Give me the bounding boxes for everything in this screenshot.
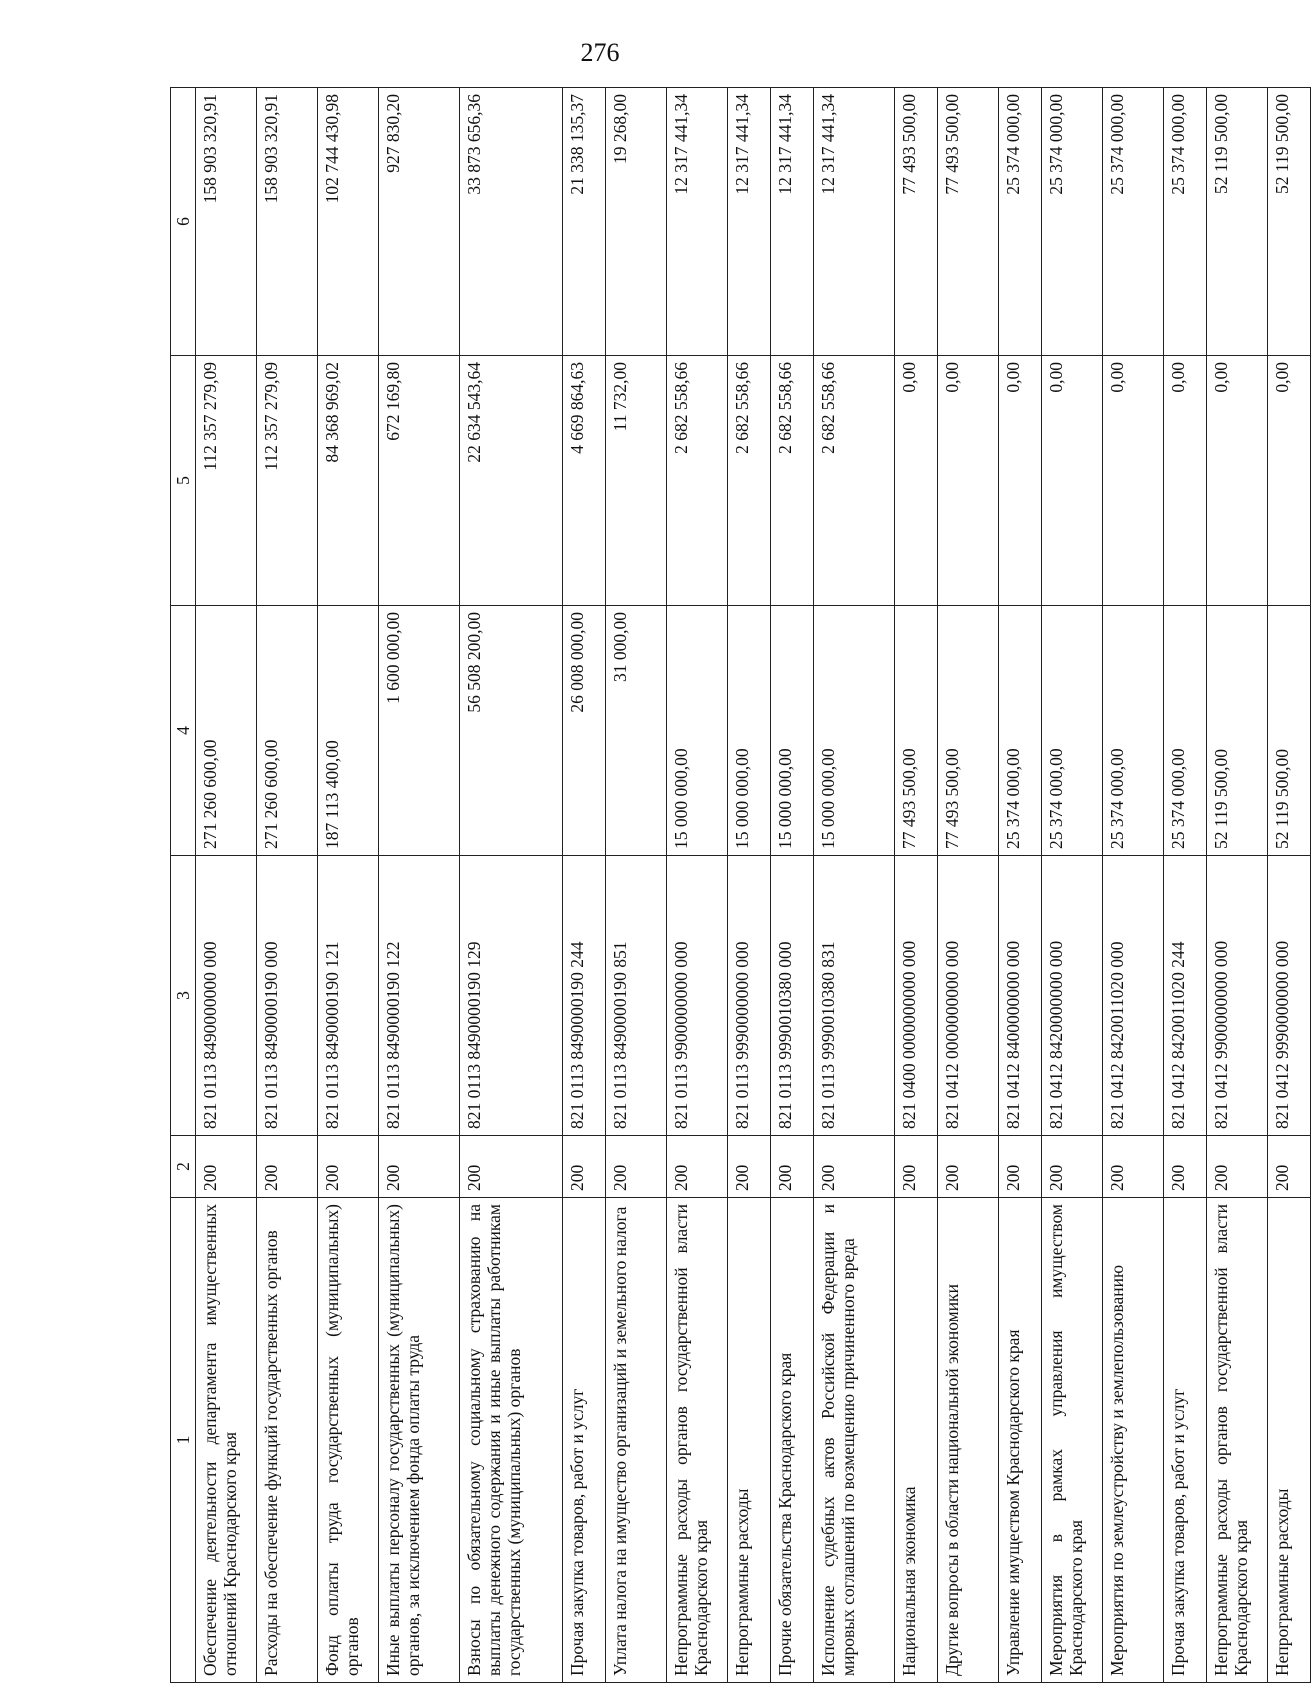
header-cell-4: 4 [171, 606, 196, 856]
row-classification-cell: 821 0412 8420011020 244 [1164, 856, 1207, 1136]
row-executed-cell: 112 357 279,09 [257, 356, 318, 606]
row-planned-cell: 77 493 500,00 [938, 606, 999, 856]
row-remaining-cell: 12 317 441,34 [667, 88, 728, 356]
row-name-cell: Управление имуществом Краснодарского края [999, 1198, 1042, 1683]
row-classification-cell: 821 0113 8490000190 000 [257, 856, 318, 1136]
row-executed-cell: 2 682 558,66 [771, 356, 814, 606]
row-planned-cell: 15 000 000,00 [667, 606, 728, 856]
row-classification-cell: 821 0412 8420000000 000 [1042, 856, 1103, 1136]
row-name-cell: Мероприятия в рамках управления имуществом Краснодарского края [1042, 1198, 1103, 1683]
row-planned-cell: 25 374 000,00 [1042, 606, 1103, 856]
rotated-table-container [170, 88, 1292, 1683]
row-classification-cell: 821 0113 9990010380 000 [771, 856, 814, 1136]
table-row [1103, 88, 1164, 1683]
row-name-cell: Расходы на обеспечение функций государственных органов [257, 1198, 318, 1683]
table-row [563, 88, 606, 1683]
table-row [771, 88, 814, 1683]
row-name-cell: Непрограммные расходы органов государственной власти Краснодарского края [1207, 1198, 1268, 1683]
header-cell-1: 1 [171, 1198, 196, 1683]
header-cell-2: 2 [171, 1136, 196, 1198]
table-row [1268, 88, 1311, 1683]
row-code-cell: 200 [938, 1136, 999, 1198]
row-code-cell: 200 [895, 1136, 938, 1198]
row-name-cell: Прочая закупка товаров, работ и услуг [1164, 1198, 1207, 1683]
row-code-cell: 200 [460, 1136, 563, 1198]
row-classification-cell: 821 0113 8490000190 851 [606, 856, 667, 1136]
row-name-cell: Обеспечение деятельности департамента имущественных отношений Краснодарского края [196, 1198, 257, 1683]
row-planned-cell: 187 113 400,00 [318, 606, 379, 856]
row-code-cell: 200 [606, 1136, 667, 1198]
row-remaining-cell: 52 119 500,00 [1207, 88, 1268, 356]
row-executed-cell: 22 634 543,64 [460, 356, 563, 606]
row-code-cell: 200 [999, 1136, 1042, 1198]
row-remaining-cell: 19 268,00 [606, 88, 667, 356]
row-code-cell: 200 [196, 1136, 257, 1198]
row-remaining-cell: 77 493 500,00 [938, 88, 999, 356]
row-remaining-cell: 21 338 135,37 [563, 88, 606, 356]
table-row [1042, 88, 1103, 1683]
row-name-cell: Непрограммные расходы органов государственной власти Краснодарского края [667, 1198, 728, 1683]
row-executed-cell: 0,00 [1268, 356, 1311, 606]
row-classification-cell: 821 0113 8490000190 121 [318, 856, 379, 1136]
row-name-cell: Прочая закупка товаров, работ и услуг [563, 1198, 606, 1683]
row-code-cell: 200 [257, 1136, 318, 1198]
row-remaining-cell: 12 317 441,34 [771, 88, 814, 356]
row-name-cell: Уплата налога на имущество организаций и земельного налога [606, 1198, 667, 1683]
row-planned-cell: 271 260 600,00 [196, 606, 257, 856]
row-executed-cell: 112 357 279,09 [196, 356, 257, 606]
row-remaining-cell: 158 903 320,91 [257, 88, 318, 356]
table-row [938, 88, 999, 1683]
row-executed-cell: 0,00 [895, 356, 938, 606]
header-cell-6: 6 [171, 88, 196, 356]
row-executed-cell: 0,00 [999, 356, 1042, 606]
row-planned-cell: 52 119 500,00 [1207, 606, 1268, 856]
table-row [999, 88, 1042, 1683]
row-executed-cell: 0,00 [938, 356, 999, 606]
row-planned-cell: 25 374 000,00 [1164, 606, 1207, 856]
table-row [1164, 88, 1207, 1683]
row-planned-cell: 56 508 200,00 [460, 606, 563, 856]
table-row [460, 88, 563, 1683]
row-name-cell: Исполнение судебных актов Российской Федерации и мировых соглашений по возмещению причиненного вреда [814, 1198, 895, 1683]
table-row [379, 88, 460, 1683]
row-code-cell: 200 [1268, 1136, 1311, 1198]
table-row [728, 88, 771, 1683]
table-row [814, 88, 895, 1683]
row-planned-cell: 271 260 600,00 [257, 606, 318, 856]
row-code-cell: 200 [1042, 1136, 1103, 1198]
row-code-cell: 200 [1164, 1136, 1207, 1198]
row-code-cell: 200 [728, 1136, 771, 1198]
row-executed-cell: 2 682 558,66 [728, 356, 771, 606]
row-remaining-cell: 102 744 430,98 [318, 88, 379, 356]
row-executed-cell: 2 682 558,66 [814, 356, 895, 606]
row-planned-cell: 26 008 000,00 [563, 606, 606, 856]
row-name-cell: Мероприятия по землеустройству и землепользованию [1103, 1198, 1164, 1683]
row-executed-cell: 2 682 558,66 [667, 356, 728, 606]
header-row [171, 88, 196, 1683]
row-name-cell: Национальная экономика [895, 1198, 938, 1683]
row-remaining-cell: 77 493 500,00 [895, 88, 938, 356]
row-name-cell: Взносы по обязательному социальному страхованию на выплаты денежного содержания и иные выплаты работникам государственных (муниципальных) органов [460, 1198, 563, 1683]
row-planned-cell: 15 000 000,00 [728, 606, 771, 856]
table-row [667, 88, 728, 1683]
row-remaining-cell: 158 903 320,91 [196, 88, 257, 356]
row-remaining-cell: 12 317 441,34 [728, 88, 771, 356]
row-executed-cell: 11 732,00 [606, 356, 667, 606]
row-code-cell: 200 [814, 1136, 895, 1198]
table-row [257, 88, 318, 1683]
row-classification-cell: 821 0412 9900000000 000 [1207, 856, 1268, 1136]
row-executed-cell: 4 669 864,63 [563, 356, 606, 606]
table-row [895, 88, 938, 1683]
row-classification-cell: 821 0412 8400000000 000 [999, 856, 1042, 1136]
row-remaining-cell: 52 119 500,00 [1268, 88, 1311, 356]
row-classification-cell: 821 0400 0000000000 000 [895, 856, 938, 1136]
row-planned-cell: 77 493 500,00 [895, 606, 938, 856]
row-classification-cell: 821 0113 8490000000 000 [196, 856, 257, 1136]
header-cell-3: 3 [171, 856, 196, 1136]
row-executed-cell: 672 169,80 [379, 356, 460, 606]
row-executed-cell: 0,00 [1207, 356, 1268, 606]
row-name-cell: Непрограммные расходы [728, 1198, 771, 1683]
row-remaining-cell: 25 374 000,00 [1164, 88, 1207, 356]
row-planned-cell: 52 119 500,00 [1268, 606, 1311, 856]
row-name-cell: Непрограммные расходы [1268, 1198, 1311, 1683]
header-cell-5: 5 [171, 356, 196, 606]
row-code-cell: 200 [563, 1136, 606, 1198]
row-planned-cell: 31 000,00 [606, 606, 667, 856]
row-executed-cell: 0,00 [1103, 356, 1164, 606]
row-classification-cell: 821 0113 9990010380 831 [814, 856, 895, 1136]
row-remaining-cell: 12 317 441,34 [814, 88, 895, 356]
row-classification-cell: 821 0412 0000000000 000 [938, 856, 999, 1136]
table-row [318, 88, 379, 1683]
row-code-cell: 200 [1103, 1136, 1164, 1198]
row-classification-cell: 821 0412 9990000000 000 [1268, 856, 1311, 1136]
row-planned-cell: 15 000 000,00 [814, 606, 895, 856]
row-code-cell: 200 [771, 1136, 814, 1198]
row-remaining-cell: 33 873 656,36 [460, 88, 563, 356]
row-remaining-cell: 25 374 000,00 [999, 88, 1042, 356]
budget-table [170, 87, 1311, 1683]
row-executed-cell: 0,00 [1164, 356, 1207, 606]
row-code-cell: 200 [667, 1136, 728, 1198]
row-remaining-cell: 25 374 000,00 [1103, 88, 1164, 356]
row-classification-cell: 821 0412 8420011020 000 [1103, 856, 1164, 1136]
page-number: 276 [580, 38, 620, 67]
row-executed-cell: 84 368 969,02 [318, 356, 379, 606]
row-classification-cell: 821 0113 8490000190 244 [563, 856, 606, 1136]
row-name-cell: Иные выплаты персоналу государственных (муниципальных) органов, за исключением фонда оплаты труда [379, 1198, 460, 1683]
row-code-cell: 200 [318, 1136, 379, 1198]
row-code-cell: 200 [1207, 1136, 1268, 1198]
row-executed-cell: 0,00 [1042, 356, 1103, 606]
row-remaining-cell: 25 374 000,00 [1042, 88, 1103, 356]
row-classification-cell: 821 0113 9900000000 000 [667, 856, 728, 1136]
row-planned-cell: 25 374 000,00 [999, 606, 1042, 856]
row-name-cell: Фонд оплаты труда государственных (муниципальных) органов [318, 1198, 379, 1683]
row-remaining-cell: 927 830,20 [379, 88, 460, 356]
table-row [196, 88, 257, 1683]
table-row [606, 88, 667, 1683]
row-planned-cell: 1 600 000,00 [379, 606, 460, 856]
row-classification-cell: 821 0113 8490000190 129 [460, 856, 563, 1136]
table-row [1207, 88, 1268, 1683]
row-classification-cell: 821 0113 8490000190 122 [379, 856, 460, 1136]
row-classification-cell: 821 0113 9990000000 000 [728, 856, 771, 1136]
row-code-cell: 200 [379, 1136, 460, 1198]
row-planned-cell: 25 374 000,00 [1103, 606, 1164, 856]
row-planned-cell: 15 000 000,00 [771, 606, 814, 856]
row-name-cell: Другие вопросы в области национальной экономики [938, 1198, 999, 1683]
row-name-cell: Прочие обязательства Краснодарского края [771, 1198, 814, 1683]
